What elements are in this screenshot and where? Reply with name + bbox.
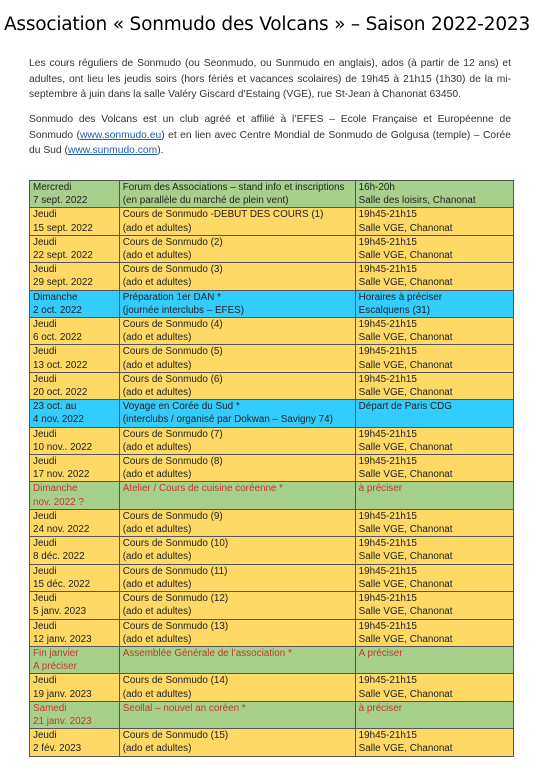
date-line: Jeudi bbox=[33, 620, 57, 632]
schedule-place-cell bbox=[355, 619, 513, 646]
place-line: Salle VGE, Chanonat bbox=[358, 277, 453, 289]
schedule-event-cell bbox=[119, 263, 355, 290]
date-line: Jeudi bbox=[33, 456, 57, 468]
event-line: Forum des Associations – stand info et inscriptions bbox=[122, 182, 345, 193]
place-line: Salle VGE, Chanonat bbox=[358, 524, 453, 536]
schedule-event-cell bbox=[119, 372, 355, 399]
event-line: (ado et adultes) bbox=[122, 524, 192, 536]
schedule-date-cell bbox=[30, 400, 120, 427]
schedule-date-cell bbox=[30, 181, 120, 208]
place-line: 19h45-21h15 bbox=[358, 236, 417, 248]
place-line: 19h45-21h15 bbox=[358, 456, 417, 468]
schedule-place-cell bbox=[355, 482, 513, 509]
event-line: Cours de Sonmudo (2) bbox=[122, 236, 223, 248]
event-line: (ado et adultes) bbox=[122, 688, 192, 700]
schedule-date-cell bbox=[30, 372, 120, 399]
date-line: 23 oct. au bbox=[33, 401, 77, 413]
event-line: (ado et adultes) bbox=[122, 387, 192, 399]
schedule-body bbox=[30, 181, 514, 757]
place-line: Horaires à préciser bbox=[358, 291, 443, 303]
schedule-row bbox=[30, 482, 514, 509]
schedule-place-cell bbox=[355, 345, 513, 372]
event-line: Seollal – nouvel an coréen * bbox=[122, 702, 246, 714]
place-line: Salle VGE, Chanonat bbox=[358, 743, 453, 755]
place-line: 19h45-21h15 bbox=[358, 428, 417, 440]
schedule-date-cell bbox=[30, 509, 120, 536]
place-line: Salle des loisirs, Chanonat bbox=[358, 195, 476, 207]
schedule-row bbox=[30, 592, 514, 619]
schedule-place-cell bbox=[355, 372, 513, 399]
schedule-date-cell bbox=[30, 263, 120, 290]
schedule-event-cell bbox=[119, 208, 355, 235]
intro-text-2a: Sonmudo des Volcans est un club agréé et affilié à l’EFES – Ecole Française et Européenne de Sonmudo ( bbox=[29, 114, 511, 141]
schedule-date-cell bbox=[30, 318, 120, 345]
date-line: 7 sept. 2022 bbox=[33, 195, 88, 207]
event-line: Cours de Sonmudo (13) bbox=[122, 620, 229, 632]
date-line: Jeudi bbox=[33, 428, 57, 440]
date-line: 15 sept. 2022 bbox=[33, 222, 93, 234]
event-line: Atelier / Cours de cuisine coréenne * bbox=[122, 483, 284, 495]
link-sunmudo-com[interactable]: www.sunmudo.com bbox=[67, 145, 158, 156]
schedule-place-cell bbox=[355, 564, 513, 591]
schedule-row bbox=[30, 345, 514, 372]
place-line: 19h45-21h15 bbox=[358, 209, 417, 221]
event-line: (ado et adultes) bbox=[122, 250, 192, 262]
place-line: Salle VGE, Chanonat bbox=[358, 441, 453, 453]
schedule-place-cell bbox=[355, 400, 513, 427]
date-line: Jeudi bbox=[33, 538, 57, 550]
schedule-event-cell bbox=[119, 729, 355, 756]
schedule-event-cell bbox=[119, 181, 355, 208]
place-line: 19h45-21h15 bbox=[358, 373, 417, 385]
date-line: Jeudi bbox=[33, 236, 57, 248]
schedule-row bbox=[30, 181, 514, 208]
schedule-event-cell bbox=[119, 345, 355, 372]
event-line: (journée interclubs – EFES) bbox=[122, 304, 245, 316]
place-line: Salle VGE, Chanonat bbox=[358, 578, 453, 590]
place-line: Départ de Paris CDG bbox=[358, 401, 452, 413]
place-line: Salle VGE, Chanonat bbox=[358, 222, 453, 234]
schedule-place-cell bbox=[355, 427, 513, 454]
place-line: Salle VGE, Chanonat bbox=[358, 250, 453, 262]
place-line: 19h45-21h15 bbox=[358, 675, 417, 687]
date-line: 12 janv. 2023 bbox=[33, 633, 92, 645]
schedule-event-cell bbox=[119, 427, 355, 454]
schedule-event-cell bbox=[119, 290, 355, 317]
place-line: 19h45-21h15 bbox=[358, 264, 417, 276]
event-line: (ado et adultes) bbox=[122, 633, 192, 645]
date-line: 8 déc. 2022 bbox=[33, 551, 85, 563]
schedule-event-cell bbox=[119, 564, 355, 591]
schedule-place-cell bbox=[355, 729, 513, 756]
schedule-row bbox=[30, 646, 514, 673]
schedule-row bbox=[30, 372, 514, 399]
date-line: Jeudi bbox=[33, 373, 57, 385]
event-line: Cours de Sonmudo (4) bbox=[122, 319, 223, 331]
date-line: A préciser bbox=[33, 661, 77, 673]
schedule-row bbox=[30, 208, 514, 235]
schedule-event-cell bbox=[119, 235, 355, 262]
schedule-row bbox=[30, 427, 514, 454]
date-line: Jeudi bbox=[33, 593, 57, 605]
place-line: Salle VGE, Chanonat bbox=[358, 469, 453, 481]
schedule-place-cell bbox=[355, 509, 513, 536]
schedule-event-cell bbox=[119, 646, 355, 673]
place-line: Salle VGE, Chanonat bbox=[358, 387, 453, 399]
event-line: Cours de Sonmudo (10) bbox=[122, 538, 229, 550]
intro-text-1: Les cours réguliers de Sonmudo (ou Seonmudo, ou Sunmudo en anglais), ados (à partir de 12 ans) et adultes, ont lieu les jeudis soirs (hors fériés et vacances scolaires) de 19h45 à 21h15 (1h30) de la mi-septembre à juin dans la salle Valéry Giscard d’Estaing (VGE), rue St-Jean à Chanonat 63450. bbox=[29, 58, 511, 100]
place-line bbox=[359, 660, 510, 673]
schedule-date-cell bbox=[30, 592, 120, 619]
event-line: (ado et adultes) bbox=[122, 277, 192, 289]
page-title: Association « Sonmudo des Volcans » – Saison 2022-2023 bbox=[3, 14, 531, 35]
schedule-event-cell bbox=[119, 318, 355, 345]
place-line: 19h45-21h15 bbox=[358, 730, 417, 742]
event-line: (ado et adultes) bbox=[122, 222, 192, 234]
intro-paragraph-2 bbox=[29, 112, 511, 159]
date-line: Jeudi bbox=[33, 209, 57, 221]
date-line: Dimanche bbox=[33, 291, 78, 303]
place-line: 19h45-21h15 bbox=[358, 620, 417, 632]
date-line: 22 sept. 2022 bbox=[33, 250, 93, 262]
event-line: (en parallèle du marché de plein vent) bbox=[122, 195, 289, 207]
date-line: 13 oct. 2022 bbox=[33, 359, 88, 371]
place-line: 19h45-21h15 bbox=[358, 593, 417, 605]
schedule-date-cell bbox=[30, 345, 120, 372]
event-line: (interclubs / organisé par Dokwan – Savigny 74) bbox=[122, 414, 333, 426]
place-line: Salle VGE, Chanonat bbox=[358, 551, 453, 563]
event-line: (ado et adultes) bbox=[122, 551, 192, 563]
place-line: Salle VGE, Chanonat bbox=[358, 688, 453, 700]
schedule-place-cell bbox=[355, 181, 513, 208]
schedule-date-cell bbox=[30, 455, 120, 482]
event-line: Cours de Sonmudo (11) bbox=[122, 565, 228, 577]
event-line: Cours de Sonmudo (3) bbox=[122, 264, 223, 276]
schedule-event-cell bbox=[119, 509, 355, 536]
date-line: Jeudi bbox=[33, 264, 57, 276]
event-line: Cours de Sonmudo (8) bbox=[122, 456, 223, 468]
schedule-place-cell bbox=[355, 455, 513, 482]
schedule-row bbox=[30, 564, 514, 591]
event-line: Voyage en Corée du Sud * bbox=[122, 401, 240, 413]
date-line: Fin janvier bbox=[33, 647, 79, 659]
schedule-event-cell bbox=[119, 400, 355, 427]
place-line bbox=[359, 496, 510, 509]
date-line: Mercredi bbox=[33, 182, 72, 193]
date-line: Samedi bbox=[33, 702, 67, 714]
intro-text-2 bbox=[29, 112, 511, 159]
date-line: 19 janv. 2023 bbox=[33, 688, 92, 700]
schedule-date-cell bbox=[30, 290, 120, 317]
schedule-place-cell bbox=[355, 290, 513, 317]
schedule-place-cell bbox=[355, 318, 513, 345]
schedule-date-cell bbox=[30, 482, 120, 509]
event-line: Assemblée Générale de l’association * bbox=[122, 647, 292, 659]
schedule-row bbox=[30, 729, 514, 756]
schedule-row bbox=[30, 674, 514, 701]
event-line: Cours de Sonmudo (7) bbox=[122, 428, 223, 440]
intro-paragraph-1 bbox=[29, 56, 511, 103]
place-line: Salle VGE, Chanonat bbox=[358, 332, 453, 344]
place-line: Salle VGE, Chanonat bbox=[358, 606, 453, 618]
date-line: Jeudi bbox=[33, 319, 57, 331]
event-line: Préparation 1er DAN * bbox=[122, 291, 221, 303]
schedule-row bbox=[30, 509, 514, 536]
event-line: (ado et adultes) bbox=[122, 332, 192, 344]
schedule-row bbox=[30, 400, 514, 427]
date-line: 10 nov.. 2022 bbox=[33, 441, 93, 453]
intro-text-2c: ). bbox=[157, 145, 164, 156]
schedule-place-cell bbox=[355, 263, 513, 290]
schedule-date-cell bbox=[30, 646, 120, 673]
date-line: 5 janv. 2023 bbox=[33, 606, 87, 618]
place-line: 19h45-21h15 bbox=[358, 538, 417, 550]
schedule-row bbox=[30, 290, 514, 317]
schedule-row bbox=[30, 263, 514, 290]
schedule-place-cell bbox=[355, 701, 513, 728]
event-line: Cours de Sonmudo (9) bbox=[122, 510, 223, 522]
date-line: Jeudi bbox=[33, 730, 57, 742]
schedule-date-cell bbox=[30, 564, 120, 591]
event-line: (ado et adultes) bbox=[122, 441, 192, 453]
schedule-place-cell bbox=[355, 592, 513, 619]
date-line: 4 nov. 2022 bbox=[33, 414, 84, 426]
place-line: à préciser bbox=[358, 483, 403, 495]
place-line bbox=[359, 715, 510, 728]
event-line bbox=[123, 496, 352, 509]
schedule-date-cell bbox=[30, 208, 120, 235]
event-line: Cours de Sonmudo (6) bbox=[122, 373, 223, 385]
schedule-event-cell bbox=[119, 455, 355, 482]
schedule-event-cell bbox=[119, 482, 355, 509]
date-line: Jeudi bbox=[33, 510, 57, 522]
schedule-date-cell bbox=[30, 235, 120, 262]
event-line: (ado et adultes) bbox=[122, 606, 192, 618]
schedule-date-cell bbox=[30, 674, 120, 701]
schedule-row bbox=[30, 455, 514, 482]
event-line bbox=[123, 660, 352, 673]
schedule-event-cell bbox=[119, 537, 355, 564]
date-line: 2 oct. 2022 bbox=[33, 304, 82, 316]
schedule-row bbox=[30, 318, 514, 345]
event-line: (ado et adultes) bbox=[122, 359, 192, 371]
place-line: 19h45-21h15 bbox=[358, 510, 417, 522]
event-line: (ado et adultes) bbox=[122, 469, 192, 481]
event-line: (ado et adultes) bbox=[122, 743, 192, 755]
place-line: 19h45-21h15 bbox=[358, 565, 417, 577]
event-line: (ado et adultes) bbox=[122, 578, 192, 590]
place-line: 16h-20h bbox=[358, 182, 395, 193]
schedule-date-cell bbox=[30, 701, 120, 728]
date-line: 29 sept. 2022 bbox=[33, 277, 93, 289]
place-line bbox=[359, 413, 510, 426]
schedule-date-cell bbox=[30, 537, 120, 564]
place-line: 19h45-21h15 bbox=[358, 319, 417, 331]
place-line: 19h45-21h15 bbox=[358, 346, 417, 358]
schedule-event-cell bbox=[119, 592, 355, 619]
schedule-row bbox=[30, 235, 514, 262]
schedule-date-cell bbox=[30, 619, 120, 646]
intro-text-2b: ) et en lien avec Centre Mondial de Sonmudo de Golgusa (temple) – Corée du Sud ( bbox=[29, 129, 511, 156]
place-line: Salle VGE, Chanonat bbox=[358, 633, 453, 645]
schedule-place-cell bbox=[355, 646, 513, 673]
place-line: Escalquens (31) bbox=[358, 304, 431, 316]
schedule-row bbox=[30, 701, 514, 728]
date-line: 15 déc. 2022 bbox=[33, 578, 91, 590]
event-line: Cours de Sonmudo (12) bbox=[122, 593, 229, 605]
date-line: 17 nov. 2022 bbox=[33, 469, 90, 481]
date-line: Jeudi bbox=[33, 675, 57, 687]
schedule-place-cell bbox=[355, 208, 513, 235]
date-line: 20 oct. 2022 bbox=[33, 387, 88, 399]
link-sonmudo-eu[interactable]: www.sonmudo.eu bbox=[79, 129, 162, 141]
schedule-place-cell bbox=[355, 674, 513, 701]
schedule-place-cell bbox=[355, 537, 513, 564]
event-line: Cours de Sonmudo (5) bbox=[122, 346, 223, 358]
schedule-row bbox=[30, 537, 514, 564]
schedule-event-cell bbox=[119, 674, 355, 701]
place-line: A préciser bbox=[358, 647, 403, 659]
date-line: nov. 2022 ? bbox=[33, 496, 84, 508]
date-line: 21 janv. 2023 bbox=[33, 715, 92, 727]
date-line: 6 oct. 2022 bbox=[33, 332, 82, 344]
date-line: Jeudi bbox=[33, 346, 57, 358]
schedule-event-cell bbox=[119, 619, 355, 646]
date-line: Dimanche bbox=[33, 483, 78, 495]
event-line: Cours de Sonmudo (14) bbox=[122, 675, 229, 687]
date-line: Jeudi bbox=[33, 565, 57, 577]
event-line: Cours de Sonmudo -DEBUT DES COURS (1) bbox=[122, 209, 324, 221]
place-line: à préciser bbox=[358, 702, 403, 714]
date-line: 24 nov. 2022 bbox=[33, 524, 90, 536]
event-line bbox=[123, 715, 352, 728]
event-line: Cours de Sonmudo (15) bbox=[122, 730, 229, 742]
schedule-event-cell bbox=[119, 701, 355, 728]
schedule-date-cell bbox=[30, 729, 120, 756]
schedule-date-cell bbox=[30, 427, 120, 454]
schedule-row bbox=[30, 619, 514, 646]
schedule-place-cell bbox=[355, 235, 513, 262]
place-line: Salle VGE, Chanonat bbox=[358, 359, 453, 371]
date-line: 2 fév. 2023 bbox=[33, 743, 82, 755]
schedule-table bbox=[29, 180, 514, 757]
